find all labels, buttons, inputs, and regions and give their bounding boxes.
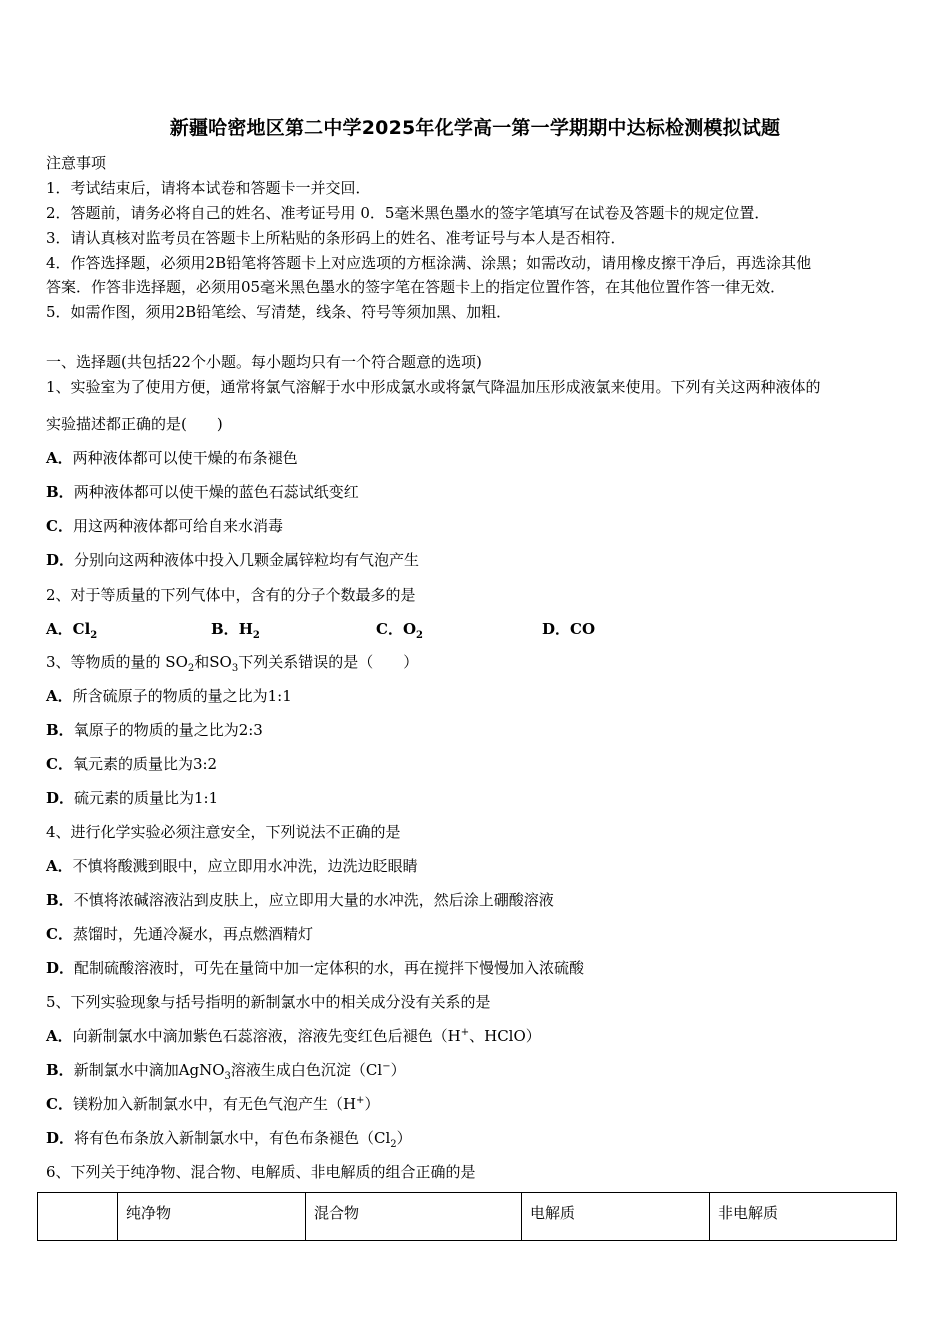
question-4-option-d: D．配制硫酸溶液时，可先在量筒中加一定体积的水，再在搅拌下慢慢加入浓硫酸 (46, 959, 585, 977)
table-header-cell: 纯净物 (118, 1193, 306, 1241)
question-4-stem: 4、进行化学实验必须注意安全，下列说法不正确的是 (46, 823, 401, 841)
question-5-option-a: A．向新制氯水中滴加紫色石蕊溶液，溶液先变红色后褪色（H+、HClO） (46, 1027, 541, 1045)
question-2-stem: 2、对于等质量的下列气体中，含有的分子个数最多的是 (46, 586, 416, 604)
question-5-stem: 5、下列实验现象与括号指明的新制氯水中的相关成分没有关系的是 (46, 993, 491, 1011)
question-5-option-d: D．将有色布条放入新制氯水中，有色布条褪色$(Cl_2)$ (46, 1129, 412, 1150)
question-4-option-a: A．不慎将酸溅到眼中，应立即用水冲洗，边洗边眨眼睛 (46, 857, 418, 875)
question-2-option-d: D．CO (542, 620, 596, 638)
notice-item: 5．如需作图，须用2B铅笔绘、写清楚，线条、符号等须加黑、加粗． (46, 303, 512, 321)
notice-item: 4．作答选择题，必须用2B铅笔将答题卡上对应选项的方框涂满、涂黑；如需改动，请用橡皮擦干净后，再选涂其他 (46, 254, 812, 272)
table-header-cell (38, 1193, 118, 1241)
notice-item: 答案．作答非选择题，必须用05毫米黑色墨水的签字笔在答题卡上的指定位置作答，在其他位置作答一律无效． (46, 278, 786, 296)
question-3-option-d: D．硫元素的质量比为1:1 (46, 789, 219, 807)
table-row (38, 1193, 897, 1241)
question-2-options (46, 618, 906, 641)
question-5-option-b: B．新制氯水中滴加AgNO$_3$溶液生成白色沉淀（Cl−） (46, 1061, 406, 1082)
question-4-option-b: B．不慎将浓碱溶液沾到皮肤上，应立即用大量的水冲洗，然后涂上硼酸溶液 (46, 891, 554, 909)
question-3-option-c: C．氧元素的质量比为3:2 (46, 755, 218, 773)
question-3-option-a: A．所含硫原子的物质的量之比为1:1 (46, 687, 292, 705)
table-header-cell: 非电解质 (710, 1193, 897, 1241)
question-4-option-c: C．蒸馏时，先通冷凝水，再点燃酒精灯 (46, 925, 313, 943)
table-header-cell: 混合物 (306, 1193, 522, 1241)
notice-item: 1．考试结束后，请将本试卷和答题卡一并交回． (46, 179, 371, 197)
notice-heading: 注意事项 (46, 154, 107, 172)
question-6-stem: 6、下列关于纯净物、混合物、电解质、非电解质的组合正确的是 (46, 1163, 476, 1181)
question-3-option-b: B．氧原子的物质的量之比为2:3 (46, 721, 263, 739)
question-2-option-c: C．$O_2$ (376, 620, 423, 641)
question-5-option-c: C．镁粉加入新制氯水中，有无色气泡产生（H+） (46, 1095, 380, 1113)
page-title: 新疆哈密地区第二中学2025年化学高一第一学期期中达标检测模拟试题 (169, 117, 781, 139)
question-6-table (37, 1192, 897, 1241)
notice-item: 3．请认真核对监考员在答题卡上所粘贴的条形码上的姓名、准考证号与本人是否相符． (46, 229, 626, 247)
question-1-option-a: A．两种液体都可以使干燥的布条褪色 (46, 449, 298, 467)
question-2-option-a: A．$Cl_2$ (46, 620, 98, 641)
question-1-option-d: D．分别向这两种液体中投入几颗金属锌粒均有气泡产生 (46, 551, 420, 569)
question-2-option-b: B．$H_2$ (211, 620, 260, 641)
section-heading: 一、选择题(共包括22个小题。每小题均只有一个符合题意的选项) (46, 353, 482, 371)
question-3-stem: 3、等物质的量的 $SO_2$和$SO_3$下列关系错误的是（ ） (46, 653, 419, 674)
question-1-option-c: C．用这两种液体都可给自来水消毒 (46, 517, 283, 535)
question-1-stem: 1、实验室为了使用方便，通常将氯气溶解于水中形成氯水或将氯气降温加压形成液氯来使用。下列有关这两种液体的 (46, 378, 821, 396)
question-1-stem-cont: 实验描述都正确的是( ) (46, 415, 223, 433)
table-header-cell: 电解质 (522, 1193, 710, 1241)
question-1-option-b: B．两种液体都可以使干燥的蓝色石蕊试纸变红 (46, 483, 359, 501)
notice-item: 2．答题前，请务必将自己的姓名、准考证号用 0．5毫米黑色墨水的签字笔填写在试卷及答题卡的规定位置． (46, 204, 770, 222)
